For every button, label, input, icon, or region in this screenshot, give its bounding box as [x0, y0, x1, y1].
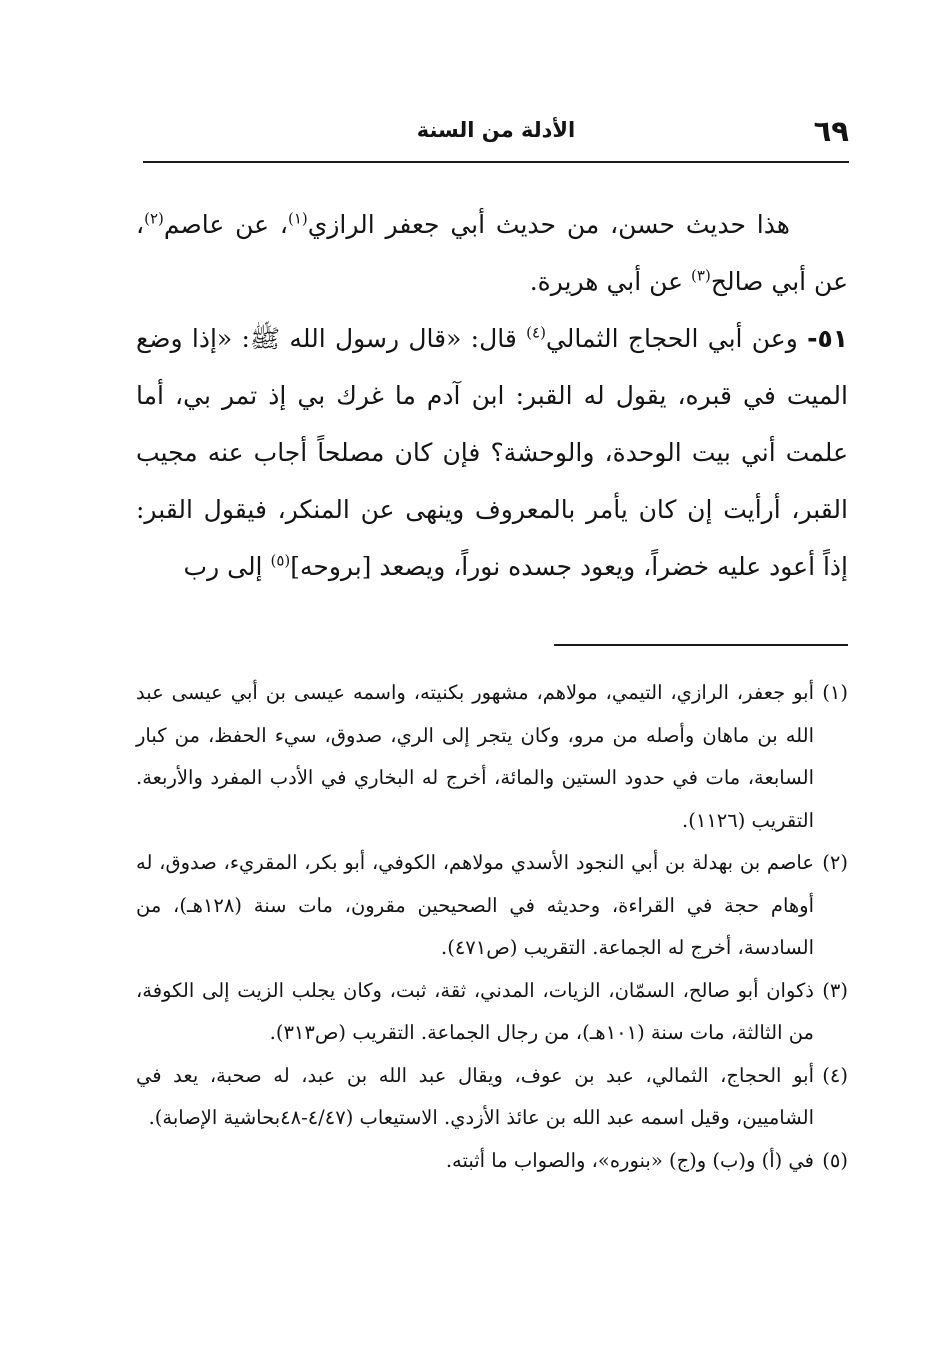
footnotes [136, 672, 848, 1182]
text-run: ، عن أبي صالح [136, 210, 848, 296]
footnote-item [136, 842, 848, 970]
footnote-ref-3: (٣) [691, 266, 711, 285]
text-run: وعن أبي الحجاج الثمالي [545, 324, 808, 353]
footnote-number: (١) [822, 681, 848, 704]
running-title: الأدلة من السنة [416, 118, 576, 142]
footnote-text: أبو جعفر، الرازي، التيمي، مولاهم، مشهور بكنيته، واسمه عيسى بن أبي عيسى عبد الله بن ماهان وأصله من مرو، وكان يتجر إلى الري، صدوق، سيء الحفظ، من كبار السابعة، مات في حدود الستين والمائة، أخرج له البخاري في الأدب المفرد والأربعة. التقريب (١١٢٦). [136, 681, 814, 832]
main-text [136, 196, 848, 595]
text-run: إلى رب [183, 552, 271, 581]
footnote-number: (٤) [822, 1063, 848, 1087]
header-divider [143, 161, 849, 163]
footnote-text: في (أ) و(ب) و(ج) «بنوره»، والصواب ما أثبته. [445, 1148, 814, 1172]
footnote-number: (٢) [822, 851, 848, 874]
footnote-ref-4: (٤) [526, 323, 546, 342]
footnote-ref-2: (٢) [144, 209, 164, 228]
footnote-item [136, 1055, 848, 1140]
page-number: ٦٩ [813, 114, 849, 148]
hadith-number: ٥١- [807, 324, 849, 353]
page-header [143, 110, 849, 154]
footnote-divider [554, 644, 848, 646]
footnote-item [136, 970, 848, 1055]
paragraph-1 [136, 196, 848, 310]
text-run: قال: «قال رسول الله ﷺ: «إذا وضع الميت في قبره، يقول له القبر: ابن آدم ما غرك بي إذ تمر بي، أما علمت أني بيت الوحدة، والوحشة؟ فإن كان مصلحاً أجاب عنه مجيب القبر، أرأيت إن كان يأمر بالمعروف وينهى عن المنكر، فيقول القبر: إذاً أعود عليه خضراً، ويعود جسده نوراً، ويصعد [بروحه] [136, 324, 848, 581]
footnote-ref-1: (١) [287, 209, 308, 228]
text-run: ، عن عاصم [163, 210, 288, 239]
footnote-number: (٥) [822, 1148, 848, 1172]
footnote-text: عاصم بن بهدلة بن أبي النجود الأسدي مولاهم، الكوفي، أبو بكر، المقريء، صدوق، له أوهام حجة في القراءة، وحديثه في الصحيحين مقرون، مات سنة (١٢٨هـ)، من السادسة، أخرج له الجماعة. التقريب (ص٤٧١). [136, 851, 815, 959]
paragraph-hadith-51 [136, 310, 848, 595]
footnote-item [136, 1140, 848, 1183]
footnote-number: (٣) [822, 978, 848, 1002]
footnote-text: أبو الحجاج، الثمالي، عبد بن عوف، ويقال عبد الله بن عبد، له صحبة، يعد في الشاميين، وقيل اسمه عبد الله بن عائذ الأزدي. الاستيعاب (٤/٤٧-٤٨بحاشية الإصابة). [136, 1063, 814, 1129]
footnote-ref-5: (٥) [270, 551, 291, 570]
footnote-text: ذكوان أبو صالح، السمّان، الزيات، المدني، ثقة، ثبت، وكان يجلب الزيت إلى الكوفة، من الثالثة، مات سنة (١٠١هـ)، من رجال الجماعة. التقريب (ص٣١٣). [136, 978, 814, 1044]
text-run: هذا حديث حسن، من حديث أبي جعفر الرازي [307, 210, 790, 239]
text-run: عن أبي هريرة. [529, 267, 692, 296]
footnote-item [136, 672, 848, 842]
